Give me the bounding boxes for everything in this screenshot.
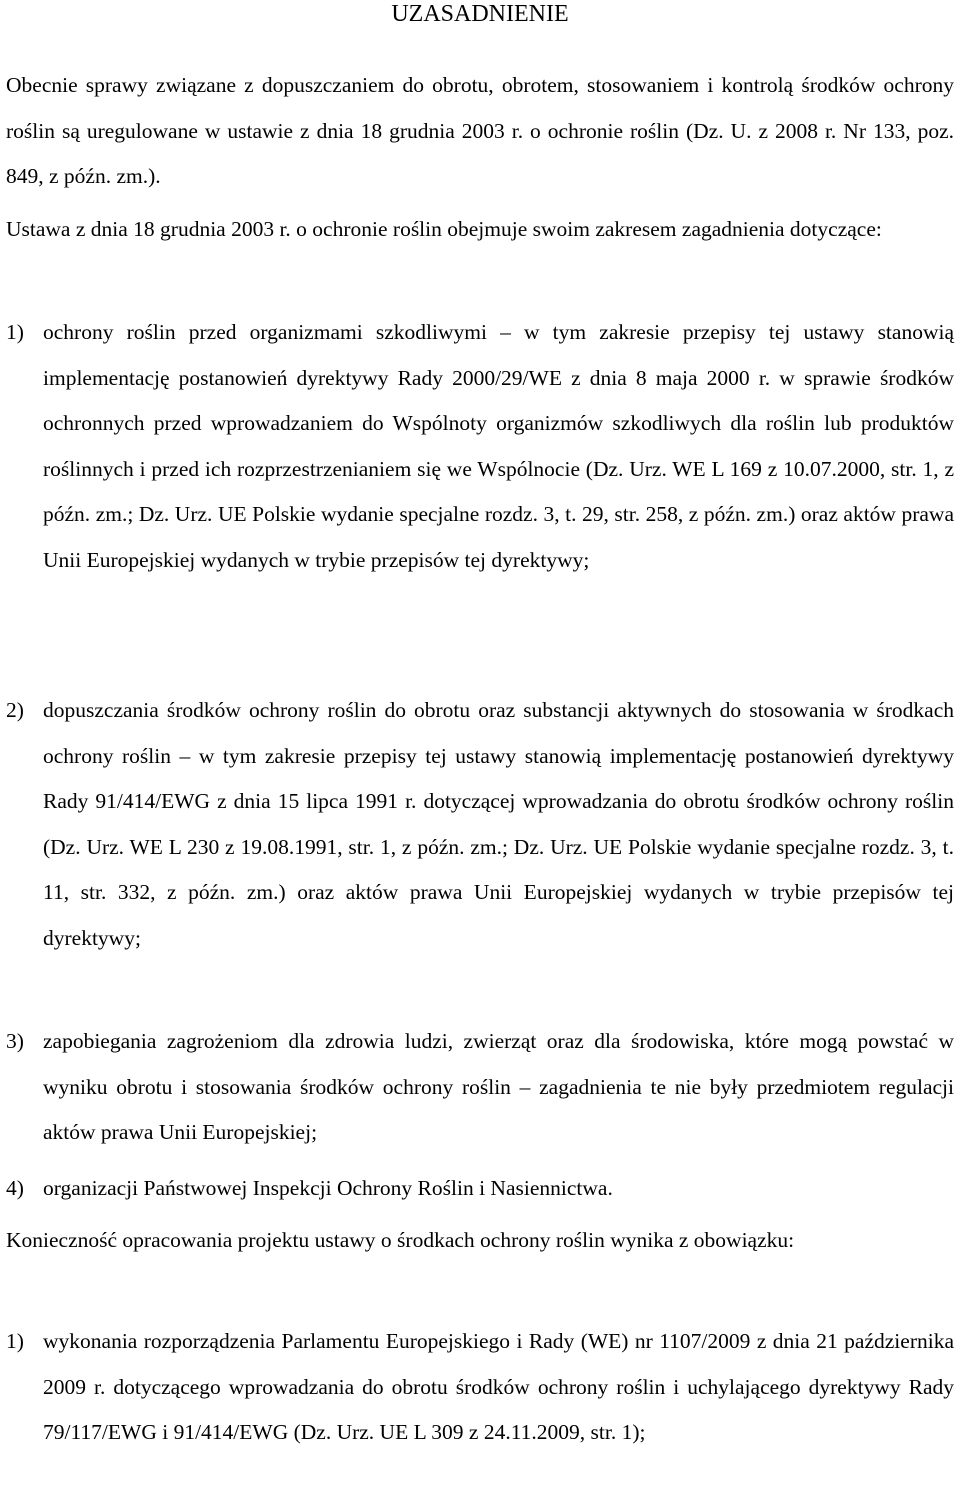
necessity-list-item-1 — [6, 1319, 954, 1456]
list-item-number: 2) — [6, 698, 24, 722]
intro-paragraph: Obecnie sprawy związane z dopuszczaniem do obrotu, obrotem, stosowaniem i kontrolą środków ochrony roślin są uregulowane w ustawie z dnia 18 grudnia 2003 r. o ochronie roślin (Dz. U. z 2008 r. Nr 133, poz. 849, z późn. zm.). — [6, 73, 954, 188]
list-item-text: ochrony roślin przed organizmami szkodliwymi – w tym zakresie przepisy tej ustawy stanowią implementację postanowień dyrektywy Rady 2000/29/WE z dnia 8 maja 2000 r. w sprawie środków ochronnych przed wprowadzaniem do Wspólnoty organizmów szkodliwych dla roślin lub produktów roślinnych i przed ich rozprzestrzenianiem się we Wspólnocie (Dz. Urz. WE L 169 z 10.07.2000, str. 1, z późn. zm.; Dz. Urz. UE Polskie wydanie specjalne rozdz. 3, t. 29, str. 258, z późn. zm.) oraz aktów prawa Unii Europejskiej wydanych w trybie przepisów tej dyrektywy; — [43, 320, 954, 572]
document-title: UZASADNIENIE — [391, 1, 569, 27]
scope-list-item-3 — [6, 1019, 954, 1156]
list-item-number: 1) — [6, 320, 24, 344]
list-item-text: wykonania rozporządzenia Parlamentu Europejskiego i Rady (WE) nr 1107/2009 z dnia 21 października 2009 r. dotyczącego wprowadzania do obrotu środków ochrony roślin i uchylającego dyrektywy Rady 79/117/EWG i 91/414/EWG (Dz. Urz. UE L 309 z 24.11.2009, str. 1); — [43, 1329, 954, 1444]
list-item-number: 3) — [6, 1029, 24, 1053]
necessity-paragraph: Konieczność opracowania projektu ustawy o środkach ochrony roślin wynika z obowiązku: — [6, 1228, 795, 1252]
scope-paragraph: Ustawa z dnia 18 grudnia 2003 r. o ochronie roślin obejmuje swoim zakresem zagadnienia dotyczące: — [6, 217, 882, 241]
list-item-text: zapobiegania zagrożeniom dla zdrowia ludzi, zwierząt oraz dla środowiska, które mogą powstać w wyniku obrotu i stosowania środków ochrony roślin – zagadnienia te nie były przedmiotem regulacji aktów prawa Unii Europejskiej; — [43, 1029, 954, 1144]
scope-list-item-2 — [6, 688, 954, 961]
scope-list-item-4 — [6, 1166, 954, 1212]
list-item-text: dopuszczania środków ochrony roślin do obrotu oraz substancji aktywnych do stosowania w środkach ochrony roślin – w tym zakresie przepisy tej ustawy stanowią implementację postanowień dyrektywy Rady 91/414/EWG z dnia 15 lipca 1991 r. dotyczącej wprowadzania do obrotu środków ochrony roślin (Dz. Urz. WE L 230 z 19.08.1991, str. 1, z późn. zm.; Dz. Urz. UE Polskie wydanie specjalne rozdz. 3, t. 11, str. 332, z późn. zm.) oraz aktów prawa Unii Europejskiej wydanych w trybie przepisów tej dyrektywy; — [43, 698, 954, 950]
list-item-text: organizacji Państwowej Inspekcji Ochrony Roślin i Nasiennictwa. — [43, 1176, 613, 1200]
list-item-number: 4) — [6, 1176, 24, 1200]
list-item-number: 1) — [6, 1329, 24, 1353]
scope-list-item-1 — [6, 310, 954, 583]
